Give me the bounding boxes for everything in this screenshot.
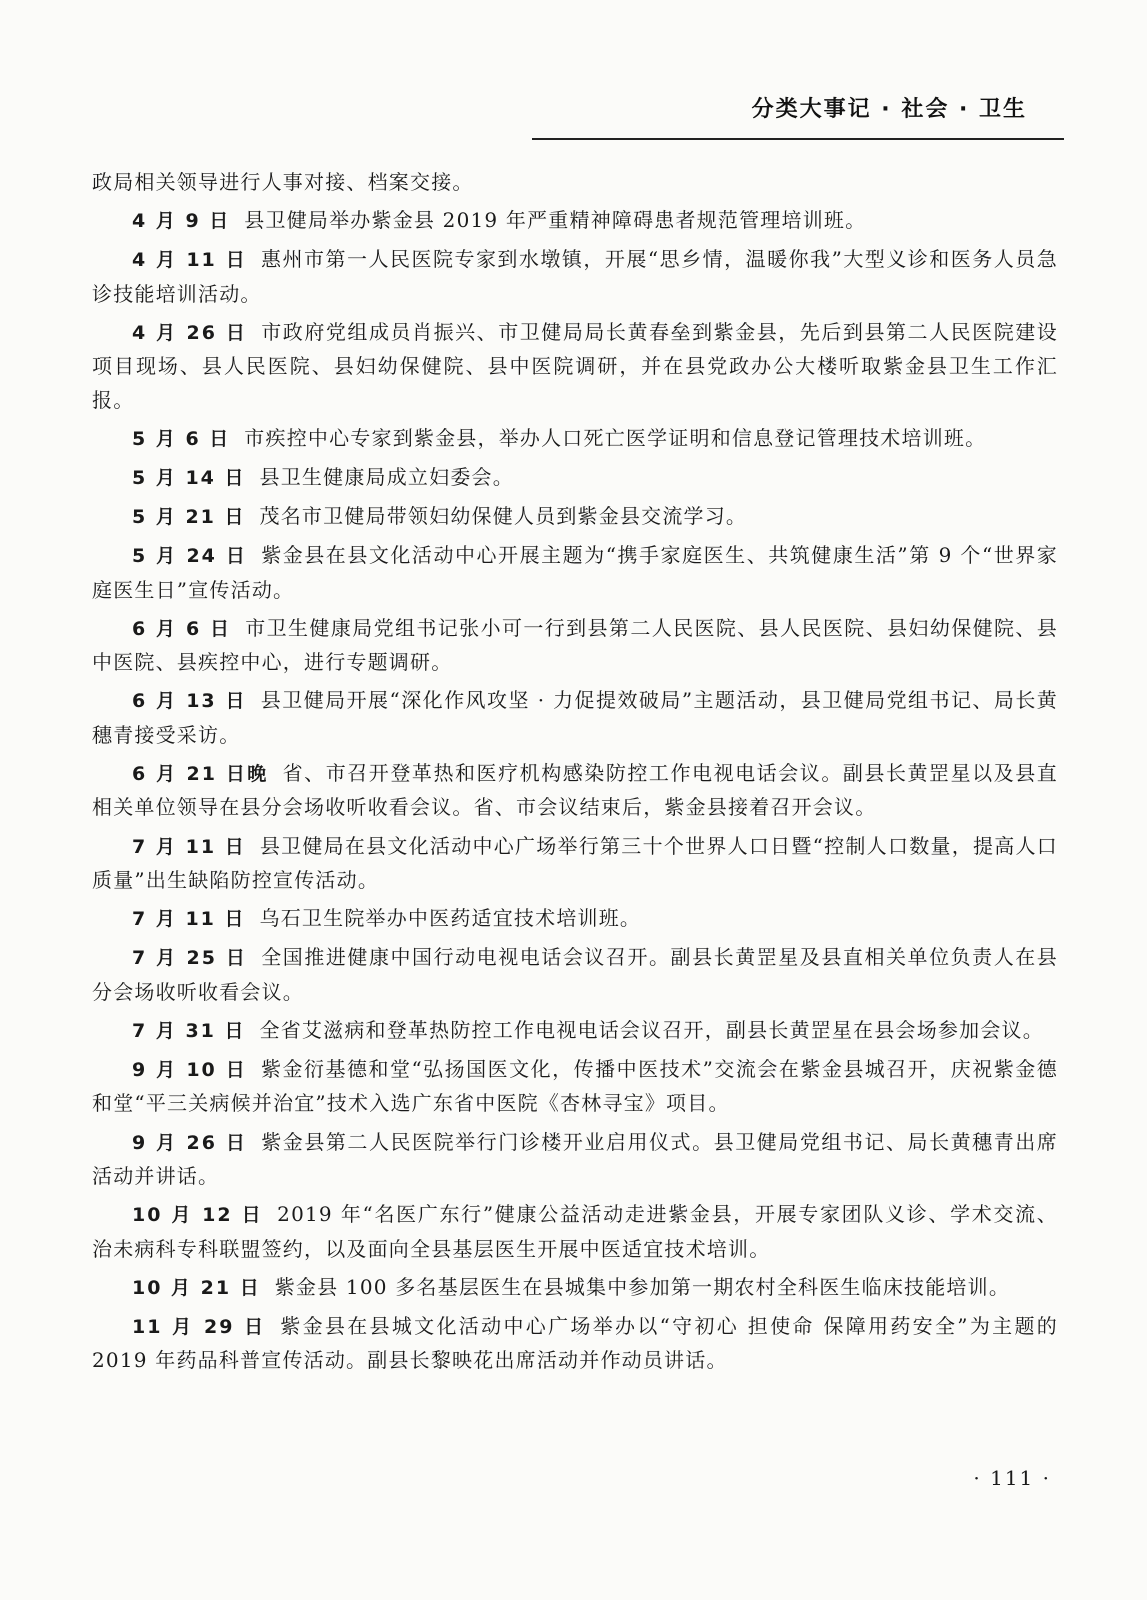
entry-paragraph [92, 684, 1058, 752]
entry-paragraph [92, 316, 1058, 418]
entry-date: 6 月 13 日 [132, 690, 247, 713]
header-rule [532, 138, 1064, 140]
entry-text: 全省艾滋病和登革热防控工作电视电话会议召开，副县长黄罡星在县会场参加会议。 [259, 1017, 1044, 1042]
entry-paragraph [92, 1014, 1058, 1049]
entry-text: 紫金县 100 多名基层医生在县城集中参加第一期农村全科医生临床技能培训。 [274, 1274, 1011, 1299]
entry-date: 4 月 26 日 [132, 321, 248, 344]
entry-text: 市政府党组成员肖振兴、市卫健局局长黄春垒到紫金县，先后到县第二人民医院建设项目现场、县人民医院、县妇幼保健院、县中医院调研，并在县党政办公大楼听取紫金县卫生工作汇报。 [92, 319, 1058, 412]
entry-text: 紫金衍基德和堂“弘扬国医文化，传播中医技术”交流会在紫金县城召开，庆祝紫金德和堂“平三关病候并治宜”技术入选广东省中医院《杏林寻宝》项目。 [92, 1056, 1058, 1116]
entry-paragraph [92, 1126, 1058, 1194]
entry-text: 县卫健局开展“深化作风攻坚 · 力促提效破局”主题活动，县卫健局党组书记、局长黄穗青接受采访。 [92, 688, 1058, 747]
entry-paragraph [92, 1310, 1058, 1378]
continuation-paragraph: 政局相关领导进行人事对接、档案交接。 [92, 170, 474, 194]
entry-paragraph [92, 1271, 1058, 1306]
entry-text: 全国推进健康中国行动电视电话会议召开。副县长黄罡星及县直相关单位负责人在县分会场收听收看会议。 [92, 945, 1058, 1004]
entry-date: 10 月 21 日 [132, 1276, 261, 1299]
entry-date: 7 月 11 日 [132, 908, 246, 931]
entry-date: 5 月 21 日 [132, 506, 246, 529]
entry-date: 4 月 11 日 [132, 249, 247, 272]
entry-date: 5 月 6 日 [132, 427, 231, 450]
entry-paragraph [92, 243, 1058, 311]
entry-paragraph [92, 757, 1058, 825]
entry-paragraph [92, 941, 1058, 1009]
entry-date: 7 月 25 日 [132, 947, 248, 970]
entry-paragraph [92, 461, 1058, 496]
entry-date: 10 月 12 日 [132, 1204, 264, 1227]
entry-text: 紫金县在县城文化活动中心广场举办以“守初心 担使命 保障用药安全”为主题的 2019 年药品科普宣传活动。副县长黎映花出席活动并作动员讲话。 [92, 1313, 1058, 1373]
page-number: · 111 · [973, 1466, 1051, 1490]
entry-date: 6 月 21 日晚 [132, 762, 269, 785]
entry-text: 乌石卫生院举办中医药适宜技术培训班。 [259, 906, 642, 931]
entry-paragraph [92, 902, 1058, 937]
entry-text: 市卫生健康局党组书记张小可一行到县第二人民医院、县人民医院、县妇幼保健院、县中医院、县疾控中心，进行专题调研。 [92, 615, 1058, 675]
entry-text: 紫金县第二人民医院举行门诊楼开业启用仪式。县卫健局党组书记、局长黄穗青出席活动并讲话。 [92, 1129, 1058, 1188]
entry-text: 茂名市卫健局带领妇幼保健人员到紫金县交流学习。 [259, 504, 748, 529]
entry-text: 县卫生健康局成立妇委会。 [259, 464, 514, 489]
entry-text: 县卫健局举办紫金县 2019 年严重精神障碍患者规范管理培训班。 [244, 208, 867, 233]
entry-paragraph [92, 1053, 1058, 1121]
entry-date: 11 月 29 日 [132, 1315, 267, 1338]
entry-text: 县卫健局在县文化活动中心广场举行第三十个世界人口日暨“控制人口数量，提高人口质量”出生缺陷防控宣传活动。 [92, 833, 1058, 893]
entry-text: 市疾控中心专家到紫金县，举办人口死亡医学证明和信息登记管理技术培训班。 [244, 425, 987, 450]
entry-date: 4 月 9 日 [132, 210, 231, 233]
entry-date: 5 月 14 日 [132, 466, 246, 489]
entry-date: 9 月 10 日 [132, 1058, 247, 1081]
chronicle-body [92, 166, 1058, 1382]
entry-paragraph [92, 204, 1058, 239]
entry-text: 紫金县在县文化活动中心开展主题为“携手家庭医生、共筑健康生活”第 9 个“世界家庭医生日”宣传活动。 [92, 543, 1058, 602]
entry-text: 惠州市第一人民医院专家到水墩镇，开展“思乡情，温暖你我”大型义诊和医务人员急诊技能培训活动。 [92, 247, 1058, 306]
entry-paragraph [92, 612, 1058, 680]
entry-text: 2019 年“名医广东行”健康公益活动走进紫金县，开展专家团队义诊、学术交流、治未病科专科联盟签约，以及面向全县基层医生开展中医适宜技术培训。 [92, 1202, 1058, 1261]
entry-date: 6 月 6 日 [132, 617, 232, 640]
entry-list [92, 204, 1058, 1378]
entry-date: 7 月 11 日 [132, 835, 246, 858]
entry-date: 5 月 24 日 [132, 545, 248, 568]
entry-paragraph [92, 500, 1058, 535]
running-header: 分类大事记 · 社会 · 卫生 [751, 97, 1027, 122]
entry-paragraph [92, 830, 1058, 898]
entry-text: 省、市召开登革热和医疗机构感染防控工作电视电话会议。副县长黄罡星以及县直相关单位领导在县分会场收听收看会议。省、市会议结束后，紫金县接着召开会议。 [92, 760, 1059, 820]
entry-paragraph [92, 1198, 1058, 1266]
entry-paragraph [92, 539, 1058, 607]
entry-date: 7 月 31 日 [132, 1019, 246, 1042]
entry-date: 9 月 26 日 [132, 1131, 248, 1154]
entry-paragraph [92, 422, 1058, 457]
